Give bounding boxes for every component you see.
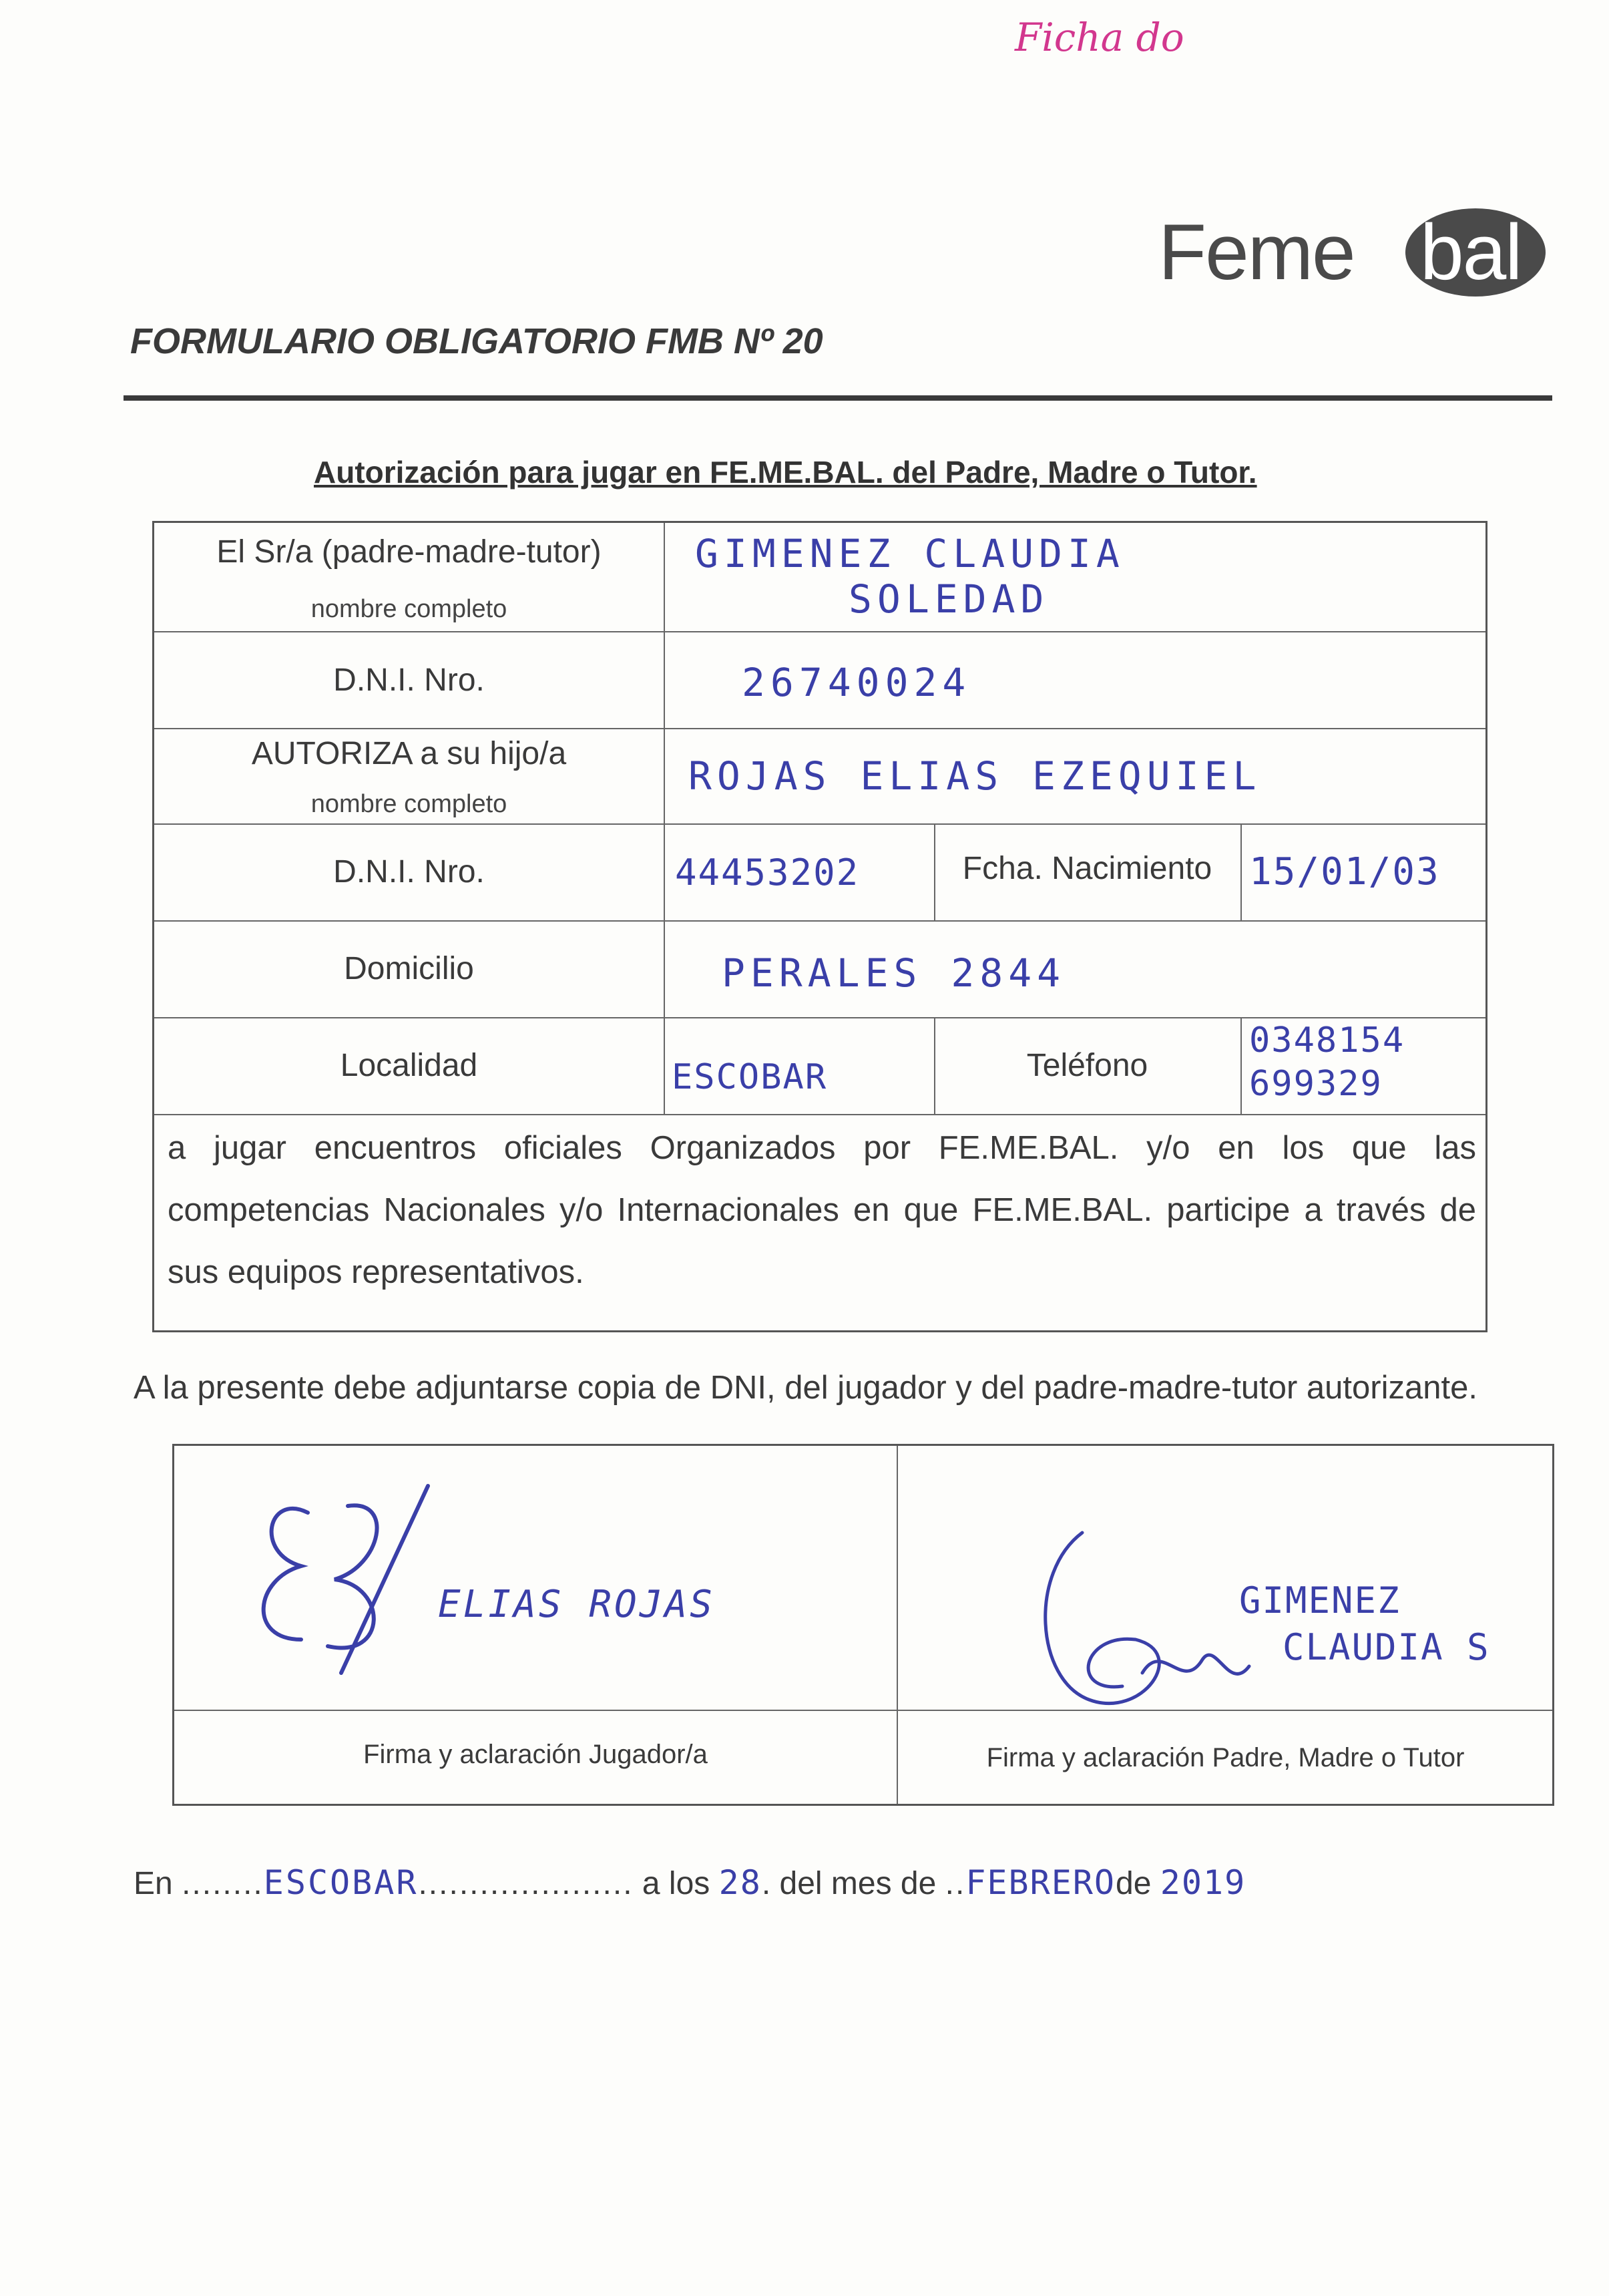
- logo-prefix: Feme: [1158, 208, 1355, 297]
- row-divider: [154, 631, 1485, 632]
- parent-signature-mark: [1015, 1519, 1269, 1720]
- child-dni-value: 44453202: [675, 851, 860, 894]
- row-divider: [154, 728, 1485, 729]
- date-place-value: ESCOBAR: [263, 1863, 419, 1902]
- birth-date-label: Fcha. Nacimiento: [962, 851, 1212, 886]
- parent-name-value-line2: SOLEDAD: [849, 576, 1050, 622]
- row-divider: [154, 920, 1485, 922]
- date-del-mes-label: del mes de: [779, 1866, 937, 1901]
- column-divider: [1240, 823, 1242, 920]
- child-name-value: ROJAS ELIAS EZEQUIEL: [688, 753, 1262, 799]
- player-signature-caption: Firma y aclaración Jugador/a: [363, 1740, 708, 1769]
- date-de-label: de: [1116, 1866, 1152, 1901]
- column-divider: [664, 523, 665, 1114]
- femebal-logo: [1158, 208, 1546, 297]
- parent-label: El Sr/a (padre-madre-tutor): [216, 534, 602, 570]
- row-divider: [154, 823, 1485, 825]
- row-divider: [154, 1114, 1485, 1115]
- date-day-value: 28: [718, 1863, 762, 1902]
- date-line: En ........ESCOBAR..................... a los 28. del mes de ..FEBREROde 2019: [134, 1863, 1246, 1902]
- row-divider: [154, 1017, 1485, 1018]
- phone-value-line1: 0348154: [1249, 1020, 1405, 1061]
- signature-table: [172, 1444, 1554, 1806]
- child-label: AUTORIZA a su hijo/a: [251, 736, 567, 771]
- parent-sublabel: nombre completo: [310, 595, 507, 623]
- parent-signature-name-line2: CLAUDIA S: [1283, 1626, 1490, 1668]
- player-signature-mark: [228, 1473, 602, 1686]
- form-title: FORMULARIO OBLIGATORIO FMB Nº 20: [130, 321, 823, 361]
- signature-row-divider: [174, 1710, 1552, 1711]
- parent-dni-value: 26740024: [742, 660, 971, 705]
- city-label: Localidad: [340, 1048, 478, 1083]
- phone-value-line2: 699329: [1249, 1064, 1383, 1104]
- logo-ball-text: bal: [1420, 208, 1522, 297]
- address-value: PERALES 2844: [722, 950, 1066, 996]
- player-signature-name: ELIAS ROJAS: [438, 1583, 715, 1626]
- attachment-note: A la presente debe adjuntarse copia de DNI, del jugador y del padre-madre-tutor autorizante.: [134, 1370, 1477, 1406]
- city-value: ESCOBAR: [672, 1057, 828, 1097]
- date-a-los-label: a los: [642, 1866, 710, 1901]
- authorization-table: [152, 521, 1487, 1332]
- address-label: Domicilio: [344, 951, 474, 986]
- dotted-fill: ..: [945, 1866, 966, 1901]
- birth-date-value: 15/01/03: [1249, 850, 1440, 894]
- title-divider: [124, 395, 1552, 401]
- child-dni-label: D.N.I. Nro.: [333, 854, 485, 890]
- date-month-value: FEBRERO: [965, 1863, 1116, 1902]
- phone-label: Teléfono: [1026, 1048, 1148, 1083]
- parent-dni-label: D.N.I. Nro.: [333, 662, 485, 698]
- dotted-fill: ........: [182, 1866, 264, 1901]
- date-en-label: En: [134, 1866, 173, 1901]
- parent-signature-caption: Firma y aclaración Padre, Madre o Tutor: [986, 1743, 1465, 1772]
- dotted-fill: .....................: [418, 1866, 634, 1901]
- parent-name-value-line1: GIMENEZ CLAUDIA: [695, 531, 1125, 576]
- date-year-value: 2019: [1160, 1863, 1246, 1902]
- form-subtitle: Autorización para jugar en FE.ME.BAL. del Padre, Madre o Tutor.: [314, 455, 1257, 490]
- child-sublabel: nombre completo: [310, 790, 507, 818]
- authorization-paragraph: a jugar encuentros oficiales Organizados por FE.ME.BAL. y/o en los que las competencias Nacionales y/o Internacionales en que FE.ME.BAL. participe a través de sus equipos representativos.: [168, 1130, 1476, 1290]
- handwritten-top-note: Ficha do: [1015, 15, 1184, 60]
- parent-signature-name-line1: GIMENEZ: [1239, 1579, 1401, 1621]
- column-divider: [1240, 1017, 1242, 1114]
